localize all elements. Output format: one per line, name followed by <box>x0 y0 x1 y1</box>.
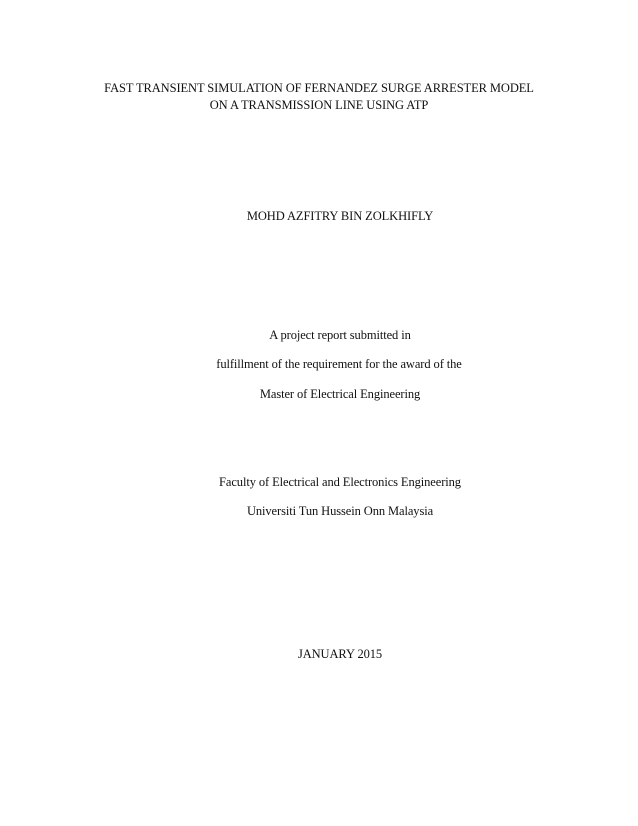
submission-date: JANUARY 2015 <box>297 647 383 661</box>
degree-name: Master of Electrical Engineering <box>259 387 421 401</box>
submission-statement-line-1: A project report submitted in <box>269 328 411 342</box>
submission-statement-line-2: fulfillment of the requirement for the award of the <box>216 357 462 371</box>
thesis-title-line-1: FAST TRANSIENT SIMULATION OF FERNANDEZ SURGE ARRESTER MODEL <box>104 81 534 95</box>
university-name: Universiti Tun Hussein Onn Malaysia <box>246 504 434 518</box>
faculty-name: Faculty of Electrical and Electronics Engineering <box>219 475 461 489</box>
thesis-title-line-2: ON A TRANSMISSION LINE USING ATP <box>209 98 429 112</box>
author-name: MOHD AZFITRY BIN ZOLKHIFLY <box>246 209 434 223</box>
